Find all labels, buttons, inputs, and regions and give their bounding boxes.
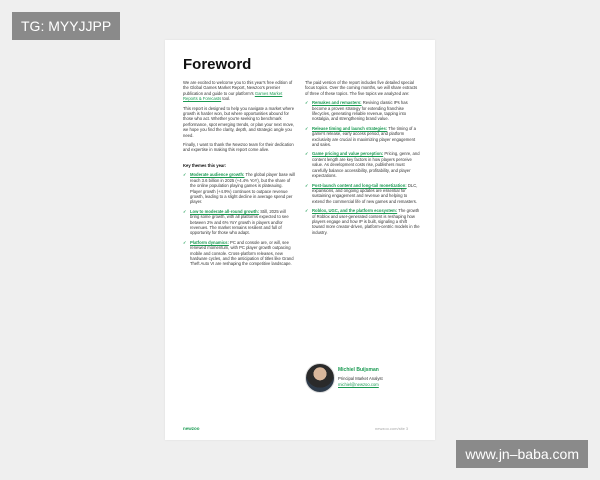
report-page [165,40,435,440]
avatar [305,363,335,393]
check-icon: ✓ [305,100,309,106]
theme-text: Still, 2025 will bring some growth, with all platforms expected to see between 2% and 6% YoY growth in players and/or revenues. The market remains resilient and full of opportunity for those who adapt. [190,208,289,236]
list-item [183,240,295,267]
topic-lead[interactable]: Post-launch content and long-tail monetization: [312,182,407,188]
list-item [305,183,420,205]
check-icon: ✓ [183,172,187,178]
topics-list [305,100,420,235]
list-item [305,126,420,148]
check-icon: ✓ [305,208,309,214]
check-icon: ✓ [305,182,309,188]
page-title: Foreword [183,56,252,73]
topic-text: The growth of Roblox and user-generated content is reshaping how players engage and how IP is built, signaling a shift toward more creator-driven, platform-centric models in the industry. [312,208,420,235]
topic-lead[interactable]: Remakes and remasters: [312,100,362,106]
theme-lead[interactable]: Platform dynamics: [190,239,229,245]
theme-lead[interactable]: Low to moderate all-round growth: [190,208,260,214]
newzoo-logo: newzoo [183,426,200,431]
list-item [183,172,295,204]
intro-paragraph [183,80,295,102]
check-icon: ✓ [305,125,309,131]
check-icon: ✓ [305,151,309,157]
key-themes-title: Key themes this year: [183,162,227,168]
check-icon: ✓ [183,208,187,214]
games-market-reports-link[interactable]: Games Market Reports & Forecasts [183,90,283,102]
topics-intro: The paid version of the report includes five detailed special focus topics. Over the coming months, we will share extracts of three of these topics. The five topics we analyzed are: [305,80,418,96]
left-column [183,80,295,271]
author-name: Michiel Buijsman [338,367,379,373]
list-item [183,209,295,236]
check-icon: ✓ [183,239,187,245]
topic-text: Pricing, genre, and content length are key factors in how players perceive value. As development costs rise, publishers must carefully balance accessibility, profitability, and player expectations. [312,151,420,179]
intro-text-end: tool. [221,96,231,102]
watermark-bottom-right: www.jn–baba.com [456,440,588,468]
page-footer-info: newzoo.com/site 3 [375,426,409,431]
topic-text: DLC, expansions, and ongoing updates are essential for sustaining engagement and revenue and helping to extend the commercial life of new games and remasters. [312,182,418,204]
theme-text: PC and console are, or will, see renewed momentum, with PC player growth outpacing mobile and console. Cross-platform releases, new hardware cycles, and the anticipation of titles like Grand Theft Auto VI are reshaping the competitive landscape. [190,239,294,267]
purpose-paragraph: This report is designed to help you navigate a market where growth is harder won, but where opportunities abound for those who act. Whether you're seeking to benchmark performance, spot emerging trends, or plan your next move, we hope you find the clarity, depth, and strategic angle you need. [183,105,295,138]
author-email-link[interactable]: michiel@newzoo.com [338,382,379,387]
topic-lead[interactable]: Release timing and launch strategies: [312,125,388,131]
author-role: Principal Market Analyst [338,376,383,381]
theme-text: The global player base will reach 3.6 billion in 2025 (+4.4% YoY), but the share of the online population playing games is plateauing. Player growth (+4.9%) continues to outpace revenue growth, leading to a slight decline in average spend per player. [190,172,295,205]
topic-lead[interactable]: Roblox, UGC, and the platform ecosystem: [312,208,398,214]
thanks-paragraph: Finally, I want to thank the Newzoo team for their dedication and expertise in making this report come alive. [183,142,294,153]
intro-text: We are excited to welcome you to this year's free edition of the Global Games Market Report, Newzoo's premier publication and guide to our platform's [183,80,293,96]
list-item [305,100,420,122]
list-item [305,208,420,235]
right-column [305,80,420,239]
author-card [305,363,425,395]
key-themes-list [183,172,295,267]
watermark-top-left: TG: MYYJJPP [12,12,120,40]
theme-lead[interactable]: Moderate audience growth: [190,172,245,178]
topic-text: Reviving classic IPs has become a proven strategy for extending franchise lifecycles, generating reliable revenue, tapping into nostalgia, and strengthening brand value. [312,100,408,122]
list-item [305,151,420,178]
topic-lead[interactable]: Game pricing and value perception: [312,151,384,157]
topic-text: The timing of a game's release, early access period, and platform exclusivity are crucial in maximizing player engagement and sales. [312,125,416,148]
